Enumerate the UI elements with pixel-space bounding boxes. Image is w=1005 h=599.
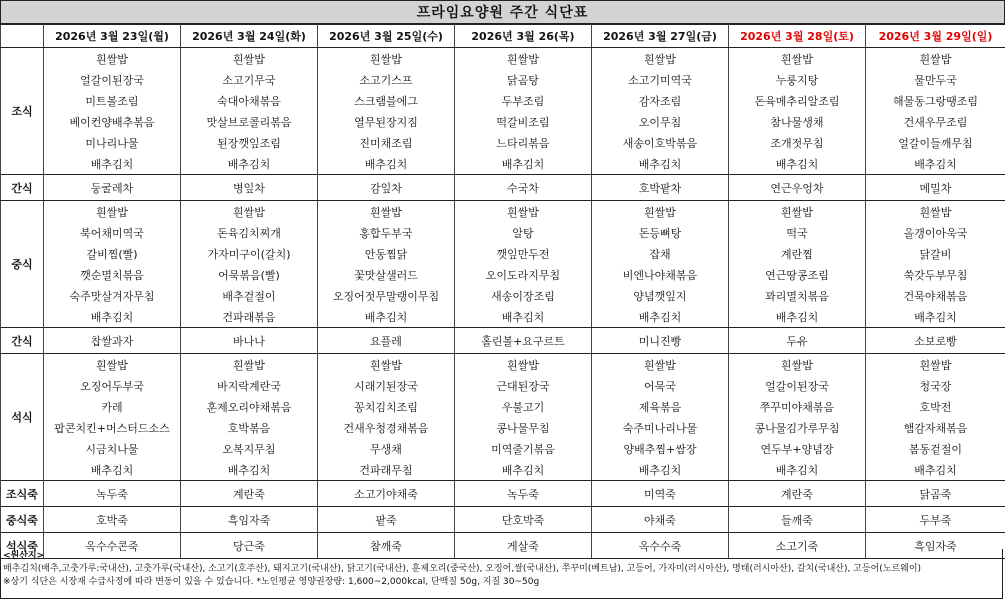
menu-cell: 배추김치 [181, 459, 318, 481]
menu-row [1, 69, 1005, 90]
menu-cell: 꽈리멸치볶음 [729, 285, 866, 306]
menu-cell: 배추김치 [318, 306, 455, 328]
menu-cell: 흰쌀밥 [866, 201, 1005, 223]
menu-cell: 흰쌀밥 [729, 201, 866, 223]
menu-cell: 깻순멸치볶음 [44, 264, 181, 285]
menu-cell: 배추김치 [44, 153, 181, 175]
menu-cell: 가자미구이(갈치) [181, 243, 318, 264]
day-header: 2026년 3월 24일(화) [181, 25, 318, 48]
menu-cell: 흰쌀밥 [318, 201, 455, 223]
header-row [1, 25, 1005, 48]
menu-cell: 어묵볶음(빨) [181, 264, 318, 285]
menu-cell: 병잎차 [181, 175, 318, 201]
menu-cell: 두부죽 [866, 507, 1005, 533]
menu-cell: 바나나 [181, 328, 318, 354]
menu-cell: 얼갈이된장국 [729, 375, 866, 396]
menu-cell: 콩나물김가루무침 [729, 417, 866, 438]
menu-cell: 흰쌀밥 [455, 48, 592, 70]
meal-label: 중식 [1, 201, 44, 328]
menu-cell: 오이무침 [592, 111, 729, 132]
menu-cell: 계란찜 [729, 243, 866, 264]
menu-cell: 흰쌀밥 [181, 354, 318, 376]
menu-cell: 배추김치 [866, 153, 1005, 175]
menu-cell: 배추겉절이 [181, 285, 318, 306]
menu-cell: 배추김치 [592, 459, 729, 481]
menu-cell: 흰쌀밥 [318, 48, 455, 70]
menu-cell: 배추김치 [455, 459, 592, 481]
menu-cell: 훈제오리야채볶음 [181, 396, 318, 417]
menu-cell: 감자조림 [592, 90, 729, 111]
menu-cell: 건묵야채볶음 [866, 285, 1005, 306]
menu-cell: 청국장 [866, 375, 1005, 396]
menu-cell: 진미채조림 [318, 132, 455, 153]
menu-cell: 갈비찜(빨) [44, 243, 181, 264]
menu-cell: 찹쌀과자 [44, 328, 181, 354]
meal-label: 석식죽 [1, 533, 44, 559]
nutrition-note: ※상기 식단은 시장재 수급사정에 따라 변동이 있을 수 있습니다. *노인평균 영양권장량: 1,600~2,000kcal, 단백질 50g, 지질 30~50g [3, 577, 540, 587]
menu-cell: 알탕 [455, 222, 592, 243]
menu-cell: 해물동그랑땡조림 [866, 90, 1005, 111]
menu-cell: 소고기무국 [181, 69, 318, 90]
menu-cell: 돈육메추리알조림 [729, 90, 866, 111]
menu-cell: 참깨죽 [318, 533, 455, 559]
menu-cell: 흑임자죽 [866, 533, 1005, 559]
origin-text: 배추김치(배추,고춧가루:국내산), 고춧가루(국내산), 소고기(호주산), 돼지고기(국내산), 닭고기(국내산), 훈제오리(중국산), 오징어,쌀(국내산), 쭈꾸미(베트남), 고등어, 가자미(러시아산), 명태(러시아산), 갈치(국내산), 고등어(노르웨이) [3, 564, 922, 574]
menu-cell: 숙주맛살겨자무침 [44, 285, 181, 306]
menu-cell: 어묵국 [592, 375, 729, 396]
menu-cell: 카레 [44, 396, 181, 417]
menu-cell: 북어채미역국 [44, 222, 181, 243]
menu-cell: 옥수수콘죽 [44, 533, 181, 559]
menu-cell: 꽃맛살샐러드 [318, 264, 455, 285]
menu-cell: 새송이장조림 [455, 285, 592, 306]
menu-cell: 메밀차 [866, 175, 1005, 201]
menu-cell: 돈육김치찌개 [181, 222, 318, 243]
menu-row [1, 201, 1005, 223]
menu-cell: 계란죽 [729, 481, 866, 507]
menu-cell: 흰쌀밥 [318, 354, 455, 376]
menu-cell: 떡국 [729, 222, 866, 243]
menu-cell: 올갱이아욱국 [866, 222, 1005, 243]
menu-row [1, 285, 1005, 306]
menu-cell: 미나리나물 [44, 132, 181, 153]
meal-label: 중식죽 [1, 507, 44, 533]
meal-label: 석식 [1, 354, 44, 481]
menu-cell: 된장깻잎조림 [181, 132, 318, 153]
menu-cell: 미역줄기볶음 [455, 438, 592, 459]
menu-cell: 오복지무침 [181, 438, 318, 459]
menu-cell: 얼갈이들깨무침 [866, 132, 1005, 153]
day-header: 2026년 3월 23일(월) [44, 25, 181, 48]
menu-cell: 건새우무조림 [866, 111, 1005, 132]
menu-row [1, 153, 1005, 175]
menu-cell: 참나물생채 [729, 111, 866, 132]
menu-cell: 호박전 [866, 396, 1005, 417]
menu-cell: 배추김치 [455, 306, 592, 328]
menu-row [1, 507, 1005, 533]
menu-cell: 소고기스프 [318, 69, 455, 90]
menu-cell: 건파래볶음 [181, 306, 318, 328]
menu-cell: 맛살브로콜리볶음 [181, 111, 318, 132]
menu-cell: 닭곰탕 [455, 69, 592, 90]
menu-cell: 배추김치 [181, 153, 318, 175]
day-header: 2026년 3월 28일(토) [729, 25, 866, 48]
menu-cell: 배추김치 [729, 459, 866, 481]
origin-label: <원산지> [3, 551, 45, 561]
menu-cell: 단호박죽 [455, 507, 592, 533]
menu-row [1, 459, 1005, 481]
weekly-menu-table [0, 24, 1005, 559]
menu-cell: 배추김치 [866, 459, 1005, 481]
menu-row [1, 175, 1005, 201]
day-header: 2026년 3월 26(목) [455, 25, 592, 48]
menu-cell: 양념깻잎지 [592, 285, 729, 306]
page-title: 프라임요양원 주간 식단표 [0, 0, 1005, 24]
menu-cell: 배추김치 [866, 306, 1005, 328]
menu-cell: 흰쌀밥 [729, 48, 866, 70]
menu-row [1, 264, 1005, 285]
menu-cell: 소고기미역국 [592, 69, 729, 90]
menu-cell: 열무된장지짐 [318, 111, 455, 132]
menu-cell: 비엔나야채볶음 [592, 264, 729, 285]
menu-cell: 봄동겉절이 [866, 438, 1005, 459]
menu-cell: 꽁치김치조림 [318, 396, 455, 417]
menu-cell: 미트볼조림 [44, 90, 181, 111]
menu-cell: 흰쌀밥 [592, 354, 729, 376]
menu-cell: 얼갈이된장국 [44, 69, 181, 90]
menu-cell: 들깨죽 [729, 507, 866, 533]
menu-cell: 홀린볼+요구르트 [455, 328, 592, 354]
menu-cell: 돈등뼈탕 [592, 222, 729, 243]
menu-cell: 녹두죽 [44, 481, 181, 507]
menu-cell: 콩나물무침 [455, 417, 592, 438]
menu-cell: 감잎차 [318, 175, 455, 201]
menu-cell: 배추김치 [592, 306, 729, 328]
menu-cell: 호박볶음 [181, 417, 318, 438]
menu-cell: 제육볶음 [592, 396, 729, 417]
menu-cell: 흰쌀밥 [44, 354, 181, 376]
menu-cell: 닭갈비 [866, 243, 1005, 264]
menu-cell: 배추김치 [592, 153, 729, 175]
menu-row [1, 48, 1005, 70]
menu-cell: 양배추찜+쌈장 [592, 438, 729, 459]
meal-label: 조식 [1, 48, 44, 175]
menu-cell: 건새우청경채볶음 [318, 417, 455, 438]
menu-row [1, 132, 1005, 153]
menu-cell: 흰쌀밥 [455, 354, 592, 376]
menu-cell: 우불고기 [455, 396, 592, 417]
menu-cell: 흑임자죽 [181, 507, 318, 533]
menu-cell: 호박죽 [44, 507, 181, 533]
menu-cell: 흰쌀밥 [181, 48, 318, 70]
menu-cell: 야채죽 [592, 507, 729, 533]
menu-cell: 떡갈비조림 [455, 111, 592, 132]
menu-row [1, 243, 1005, 264]
menu-row [1, 111, 1005, 132]
menu-cell: 흰쌀밥 [181, 201, 318, 223]
menu-cell: 배추김치 [729, 153, 866, 175]
menu-cell: 햄감자채볶음 [866, 417, 1005, 438]
menu-cell: 배추김치 [729, 306, 866, 328]
menu-cell: 배추김치 [455, 153, 592, 175]
menu-row [1, 481, 1005, 507]
menu-cell: 흰쌀밥 [729, 354, 866, 376]
menu-cell: 흰쌀밥 [592, 201, 729, 223]
meal-label: 간식 [1, 328, 44, 354]
day-header: 2026년 3월 25일(수) [318, 25, 455, 48]
menu-cell: 당근죽 [181, 533, 318, 559]
menu-row [1, 396, 1005, 417]
menu-cell: 수국차 [455, 175, 592, 201]
menu-cell: 근대된장국 [455, 375, 592, 396]
menu-cell: 연두부+양념장 [729, 438, 866, 459]
menu-cell: 흰쌀밥 [455, 201, 592, 223]
menu-cell: 닭곰죽 [866, 481, 1005, 507]
menu-cell: 계란죽 [181, 481, 318, 507]
menu-cell: 오징어두부국 [44, 375, 181, 396]
meal-label: 조식죽 [1, 481, 44, 507]
menu-cell: 숙대아채볶음 [181, 90, 318, 111]
menu-cell: 조개젓무침 [729, 132, 866, 153]
menu-cell: 흰쌀밥 [44, 201, 181, 223]
menu-cell: 두부조림 [455, 90, 592, 111]
menu-cell: 요플레 [318, 328, 455, 354]
menu-row [1, 354, 1005, 376]
menu-cell: 팝콘치킨+머스터드소스 [44, 417, 181, 438]
menu-cell: 미역죽 [592, 481, 729, 507]
menu-cell: 잡채 [592, 243, 729, 264]
menu-cell: 소보로빵 [866, 328, 1005, 354]
menu-cell: 옥수수죽 [592, 533, 729, 559]
menu-cell: 베이컨양배추볶음 [44, 111, 181, 132]
menu-cell: 배추김치 [44, 306, 181, 328]
menu-cell: 흰쌀밥 [866, 48, 1005, 70]
menu-cell: 쭈꾸미야채볶음 [729, 396, 866, 417]
menu-cell: 홍합두부국 [318, 222, 455, 243]
menu-cell: 녹두죽 [455, 481, 592, 507]
menu-cell: 흰쌀밥 [866, 354, 1005, 376]
menu-cell: 숙주미나리나물 [592, 417, 729, 438]
menu-cell: 무생채 [318, 438, 455, 459]
menu-cell: 팥죽 [318, 507, 455, 533]
menu-cell: 흰쌀밥 [592, 48, 729, 70]
menu-row [1, 328, 1005, 354]
day-header: 2026년 3월 29일(일) [866, 25, 1005, 48]
menu-cell: 새송이호박볶음 [592, 132, 729, 153]
menu-cell: 시금치나물 [44, 438, 181, 459]
day-header: 2026년 3월 27일(금) [592, 25, 729, 48]
menu-cell: 느타리볶음 [455, 132, 592, 153]
menu-cell: 물만두국 [866, 69, 1005, 90]
menu-row [1, 438, 1005, 459]
menu-cell: 깻잎만두전 [455, 243, 592, 264]
menu-cell: 소고기죽 [729, 533, 866, 559]
menu-cell: 안동찜닭 [318, 243, 455, 264]
menu-cell: 미니진빵 [592, 328, 729, 354]
menu-cell: 스크램블에그 [318, 90, 455, 111]
menu-cell: 오이도라지무침 [455, 264, 592, 285]
menu-row [1, 90, 1005, 111]
menu-row [1, 375, 1005, 396]
menu-cell: 오징어젓무말랭이무침 [318, 285, 455, 306]
footer-notes [0, 549, 1003, 599]
corner-cell [1, 25, 44, 48]
menu-cell: 게살죽 [455, 533, 592, 559]
menu-cell: 연근땅콩조림 [729, 264, 866, 285]
menu-row [1, 306, 1005, 328]
menu-cell: 건파래무침 [318, 459, 455, 481]
menu-cell: 시래기된장국 [318, 375, 455, 396]
meal-label: 간식 [1, 175, 44, 201]
menu-row [1, 417, 1005, 438]
menu-cell: 누룽지탕 [729, 69, 866, 90]
menu-cell: 호박팥차 [592, 175, 729, 201]
menu-cell: 배추김치 [318, 153, 455, 175]
menu-cell: 흰쌀밥 [44, 48, 181, 70]
menu-cell: 바지락계란국 [181, 375, 318, 396]
menu-cell: 두유 [729, 328, 866, 354]
menu-cell: 배추김치 [44, 459, 181, 481]
menu-cell: 쑥갓두부무침 [866, 264, 1005, 285]
menu-cell: 둥굴레차 [44, 175, 181, 201]
menu-cell: 소고기야채죽 [318, 481, 455, 507]
menu-cell: 연근우엉차 [729, 175, 866, 201]
menu-row [1, 222, 1005, 243]
